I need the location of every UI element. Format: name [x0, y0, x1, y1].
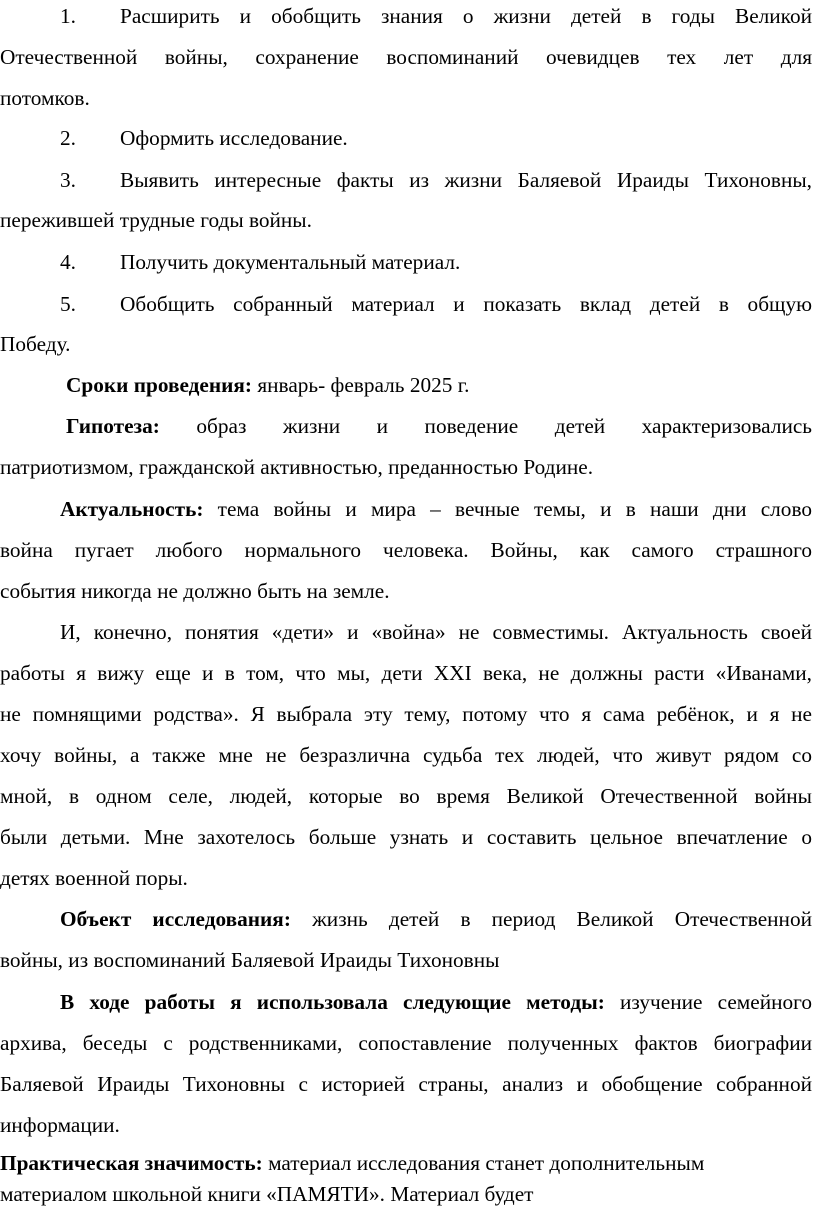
list-item-3-line-1: 3. Выявить интересные факты из жизни Баляевой Ираиды Тихоновны,	[60, 168, 812, 192]
relevance-paragraph-line-6: были детьми. Мне захотелось больше узнать и составить цельное впечатление о	[0, 825, 812, 849]
relevance-paragraph-line-1: И, конечно, понятия «дети» и «война» не совместимы. Актуальность своей	[60, 620, 812, 644]
list-item-1-line-3: потомков.	[0, 86, 90, 110]
list-item-number: 1.	[60, 4, 76, 28]
relevance-paragraph-line-3: не помнящими родства». Я выбрала эту тему, потому что я сама ребёнок, и я не	[0, 702, 812, 726]
list-item-4: 4. Получить документальный материал.	[60, 250, 461, 274]
relevance-paragraph-line-4: хочу войны, а также мне не безразлична судьба тех людей, что живут рядом со	[0, 743, 812, 767]
terms-label: Сроки проведения:	[66, 373, 253, 397]
practical-line-2: материалом школьной книги «ПАМЯТИ». Материал будет	[0, 1182, 534, 1206]
list-item-5-line-2: Победу.	[0, 332, 71, 356]
list-item-1-line-2: Отечественной войны, сохранение воспоминаний очевидцев тех лет для	[0, 45, 812, 69]
methods-line-1: В ходе работы я использовала следующие методы: изучение семейного	[60, 990, 812, 1014]
relevance-paragraph-line-5: мной, в одном селе, людей, которые во время Великой Отечественной войны	[0, 784, 812, 808]
list-item-2: 2. Оформить исследование.	[60, 126, 348, 150]
hypothesis-line-1: Гипотеза: образ жизни и поведение детей характеризовались	[66, 414, 813, 438]
relevance-paragraph-line-7: детях военной поры.	[0, 866, 188, 890]
list-item-3-line-2: пережившей трудные годы войны.	[0, 208, 312, 232]
hypothesis-line-2: патриотизмом, гражданской активностью, преданностью Родине.	[0, 455, 594, 479]
methods-label: В ходе работы я использовала следующие методы:	[60, 990, 605, 1014]
relevance-line-2: война пугает любого нормального человека. Войны, как самого страшного	[0, 538, 812, 562]
practical-label: Практическая значимость:	[0, 1151, 263, 1175]
relevance-line-1: Актуальность: тема войны и мира – вечные темы, и в наши дни слово	[60, 497, 812, 521]
relevance-label: Актуальность:	[60, 497, 204, 521]
list-item-5-line-1: 5. Обобщить собранный материал и показать вклад детей в общую	[60, 292, 812, 316]
terms-paragraph: Сроки проведения: январь- февраль 2025 г.	[66, 373, 470, 397]
relevance-line-3: события никогда не должно быть на земле.	[0, 579, 390, 603]
hypothesis-label: Гипотеза:	[66, 414, 160, 438]
object-line-2: войны, из воспоминаний Баляевой Ираиды Тихоновны	[0, 948, 500, 972]
relevance-paragraph-line-2: работы я вижу еще и в том, что мы, дети XXI века, не должны расти «Иванами,	[0, 661, 812, 685]
practical-line-1: Практическая значимость: материал исследования станет дополнительным	[0, 1151, 705, 1175]
object-line-1: Объект исследования: жизнь детей в период Великой Отечественной	[60, 907, 812, 931]
methods-line-3: Баляевой Ираиды Тихоновны с историей страны, анализ и обобщение собранной	[0, 1072, 812, 1096]
list-item-1-line-1: 1. Расширить и обобщить знания о жизни детей в годы Великой	[60, 4, 812, 28]
object-label: Объект исследования:	[60, 907, 291, 931]
methods-line-2: архива, беседы с родственниками, сопоставление полученных фактов биографии	[0, 1031, 812, 1055]
methods-line-4: информации.	[0, 1113, 120, 1137]
